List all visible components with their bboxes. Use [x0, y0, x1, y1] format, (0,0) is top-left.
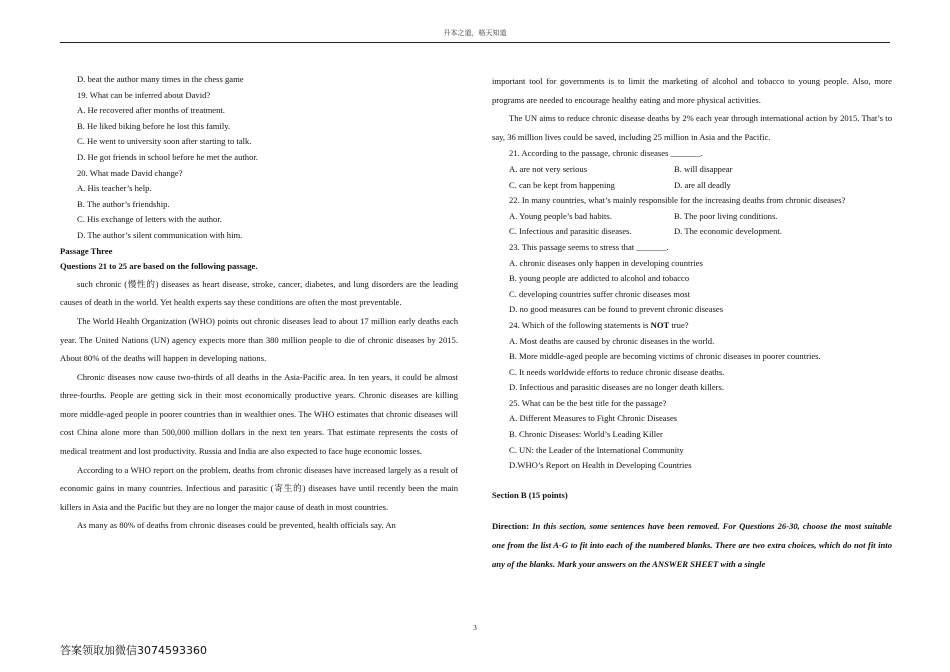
q23-option: C. developing countries suffer chronic diseases most — [509, 288, 690, 299]
q25-option: D.WHO’s Report on Health in Developing Countries — [509, 460, 692, 471]
q21-stem: 21. According to the passage, chronic diseases _______. — [509, 148, 703, 159]
passage-instruction: Questions 21 to 25 are based on the following passage. — [60, 261, 258, 272]
q19-option: A. He recovered after months of treatment. — [77, 105, 225, 116]
q23-option: B. young people are addicted to alcohol and tobacco — [509, 273, 690, 284]
q20-option: B. The author’s friendship. — [77, 198, 170, 209]
q23-option: A. chronic diseases only happen in developing countries — [509, 257, 703, 268]
q24-option: A. Most deaths are caused by chronic diseases in the world. — [509, 335, 715, 346]
q19-stem: 19. What can be inferred about David? — [77, 89, 211, 100]
q22-options-row — [492, 224, 892, 240]
q20-option: C. His exchange of letters with the author. — [77, 214, 222, 225]
q19-option: B. He liked biking before he lost this family. — [77, 120, 231, 131]
q25-option: C. UN: the Leader of the International Community — [509, 444, 684, 455]
passage-paragraph: According to a WHO report on the problem, deaths from chronic diseases have increased largely as a result of economic gains in many countries. Infectious and parasitic (寄生的) diseases have until recently been the main killers in Asia and the Pacific but they are no longer the major cause of death in most countries. — [60, 464, 458, 512]
q24-stem — [492, 318, 892, 334]
passage-title: Passage Three — [60, 245, 113, 256]
q22-option: C. Infectious and parasitic diseases. — [509, 226, 632, 237]
q20-option: D. The author’s silent communication with him. — [77, 229, 243, 240]
q21-option: D. are all deadly — [674, 179, 731, 190]
q21-options-row — [492, 162, 892, 178]
q20-option: A. His teacher’s help. — [77, 183, 152, 194]
direction-text: In this section, some sentences have been removed. For Questions 26-30, choose the most suitable one from the list A-G to fit into each of the numbered blanks. There are two extra choices, which do not fit into any of the blanks. Mark your answers on the ANSWER SHEET with a single — [492, 521, 892, 570]
section-b-heading: Section B (15 points) — [492, 489, 568, 500]
passage-paragraph: such chronic (慢性的) diseases as heart disease, stroke, cancer, diabetes, and lung disorders are the leading causes of death in the world. Yet health experts say these conditions are often the most preventable. — [60, 278, 458, 308]
q24-option: D. Infectious and parasitic diseases are no longer death killers. — [509, 382, 725, 393]
q24-option: C. It needs worldwide efforts to reduce chronic disease deaths. — [509, 366, 725, 377]
passage-paragraph: important tool for governments is to limit the marketing of alcohol and tobacco to young people. Also, more programs are needed to encourage healthy eating and more physical activities. — [492, 76, 892, 105]
q23-stem: 23. This passage seems to stress that _______. — [509, 241, 669, 252]
passage-paragraph: Chronic diseases now cause two-thirds of all deaths in the Asia-Pacific area. In ten years, it could be almost three-fourths. People are getting sick in their most economically productive years. Chronic diseases are killing more middle-aged people in poorer countries than in wealthier ones. The WHO estimates that chronic diseases will cost China alone more than 500,000 million dollars in the next ten years. That estimate represents the costs of medical treatment and lost productivity. Russia and India are also expected to face huge economic losses. — [60, 371, 458, 457]
q24-stem-start: 24. Which of the following statements is — [509, 319, 651, 330]
left-column — [60, 72, 458, 535]
q24-option: B. More middle-aged people are becoming victims of chronic diseases in poorer countries. — [509, 351, 821, 362]
right-column — [492, 72, 892, 574]
q19-option: C. He went to university soon after starting to talk. — [77, 136, 252, 147]
page-number: 3 — [473, 624, 477, 632]
passage-paragraph: The World Health Organization (WHO) points out chronic diseases lead to about 17 million early deaths each year. The United Nations (UN) agency expects more than 380 million people to die of chronic diseases by 2015. About 80% of the deaths will happen in developing nations. — [60, 315, 458, 364]
footer-note: 答案领取加微信3074593360 — [60, 644, 207, 657]
q19-option: D. He got friends in school before he met the author. — [77, 151, 258, 162]
q22-option: D. The economic development. — [674, 226, 782, 237]
passage-paragraph: As many as 80% of deaths from chronic diseases could be prevented, health officials say. An — [77, 520, 396, 531]
q22-options-row — [492, 209, 892, 225]
q22-option: B. The poor living conditions. — [674, 210, 778, 221]
q25-stem: 25. What can be the best title for the passage? — [509, 397, 667, 408]
direction-label: Direction: — [492, 521, 533, 532]
section-b-direction — [492, 517, 892, 574]
page-header: 升本之道，格天知道 — [60, 28, 890, 43]
q21-options-row — [492, 178, 892, 194]
q21-option: C. can be kept from happening — [509, 179, 615, 190]
q25-option: B. Chronic Diseases: World’s Leading Killer — [509, 429, 663, 440]
q24-stem-end: true? — [669, 319, 689, 330]
q21-option: B. will disappear — [674, 163, 733, 174]
q23-option: D. no good measures can be found to prevent chronic diseases — [509, 304, 724, 315]
q24-stem-emphasis: NOT — [650, 319, 670, 330]
q22-stem: 22. In many countries, what’s mainly responsible for the increasing deaths from chronic diseases? — [509, 195, 846, 206]
q22-option: A. Young people’s bad habits. — [509, 210, 612, 221]
q18-option-d: D. beat the author many times in the chess game — [77, 74, 244, 84]
q21-option: A. are not very serious — [509, 163, 588, 174]
q25-option: A. Different Measures to Fight Chronic Diseases — [509, 413, 678, 424]
passage-paragraph: The UN aims to reduce chronic disease deaths by 2% each year through international action by 2015. That’s to say, 36 million lives could be saved, including 25 million in Asia and the Pacific. — [492, 113, 892, 142]
q20-stem: 20. What made David change? — [77, 167, 183, 178]
